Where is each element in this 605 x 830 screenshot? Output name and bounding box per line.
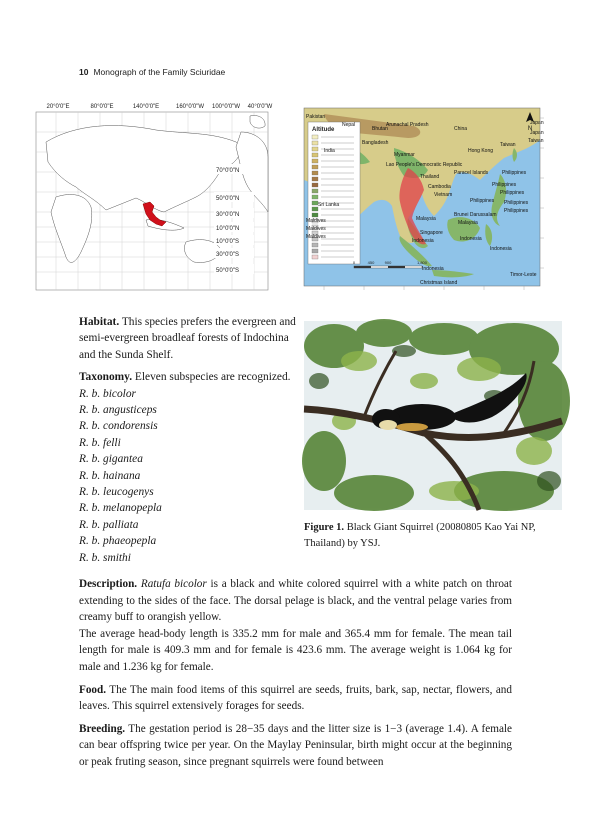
- place-china: China: [454, 126, 468, 132]
- place-srilanka: Sri Lanka: [318, 202, 340, 208]
- food-text: The The main food items of this squirrel are seeds, fruits, bark, sap, nectar, flowers, and leaves. This squirrel extensively forages for seeds.: [79, 683, 512, 713]
- altitude-legend: [308, 122, 360, 264]
- place-japan-1: Japan: [530, 120, 544, 126]
- legend-title: Altitude: [312, 127, 335, 133]
- place-arunachal: Arunachal Pradesh: [386, 122, 429, 128]
- place-singapore: Singapore: [420, 230, 443, 236]
- running-title: Monograph of the Family Sciuridae: [93, 67, 226, 77]
- top-label-6: 40°0'0"W: [247, 104, 273, 110]
- measurements-paragraph: The average head-body length is 335.2 mm for male and 365.4 mm for female. The mean tail length for male is 409.3 mm and for female is 423.6 mm. The average weight is 1.064 kg for male and 1.236 kg for female.: [79, 627, 512, 673]
- habitat-paragraph: [79, 314, 297, 363]
- subspecies-item: R. b. condorensis: [79, 420, 158, 433]
- scale-1800: 1,800: [416, 260, 428, 265]
- breeding-paragraph: [79, 721, 512, 771]
- top-label-4: 160°0'0"W: [175, 104, 205, 110]
- subspecies-item: R. b. smithi: [79, 551, 131, 564]
- subspecies-item: R. b. gigantea: [79, 453, 143, 466]
- place-japan-2: Japan: [530, 130, 544, 136]
- subspecies-item: R. b. felli: [79, 436, 121, 449]
- place-bhutan: Bhutan: [372, 126, 388, 132]
- place-philippines-2: Philippines: [492, 182, 517, 188]
- place-thailand: Thailand: [420, 174, 440, 180]
- place-hongkong: Hong Kong: [468, 148, 494, 154]
- southeast-asia-altitude-map: [304, 108, 562, 296]
- place-indonesia-3: Indonesia: [490, 246, 512, 252]
- subspecies-item: R. b. leucogenys: [79, 486, 154, 499]
- food-paragraph: [79, 682, 512, 715]
- description-label: Description.: [79, 578, 138, 590]
- subspecies-item: R. b. bicolor: [79, 387, 136, 400]
- top-label-3: 140°0'0"E: [132, 104, 160, 110]
- place-malaysia-1: Malaysia: [416, 216, 436, 222]
- side-label-3: 30°0'0"N: [216, 212, 240, 218]
- scale-900: 900: [384, 260, 392, 265]
- left-column: [79, 314, 297, 566]
- north-label: N: [527, 126, 533, 132]
- subspecies-item: R. b. palliata: [79, 518, 139, 531]
- taxonomy-paragraph: [79, 369, 297, 385]
- taxonomy-label: Taxonomy.: [79, 371, 133, 384]
- place-maldives-1: Maldives: [306, 218, 326, 224]
- place-nepal: Nepal: [342, 122, 356, 128]
- page-number: 10: [79, 67, 89, 77]
- place-laos: Lao People's Democratic Republic: [386, 162, 463, 168]
- place-brunei: Brunei Darussalam: [454, 212, 497, 218]
- place-philippines-6: Philippines: [504, 208, 529, 214]
- breeding-label: Breeding.: [79, 722, 126, 735]
- place-bangladesh: Bangladesh: [362, 140, 389, 146]
- place-maldives-2: Maldives: [306, 226, 326, 232]
- food-label: Food.: [79, 683, 107, 696]
- world-distribution-map: [36, 102, 273, 290]
- place-taiwan-1: Taiwan: [528, 138, 544, 144]
- main-text: [79, 576, 512, 771]
- place-philippines-4: Philippines: [470, 198, 495, 204]
- scale-0: 0: [352, 260, 356, 265]
- place-malaysia-2: Malaysia: [458, 220, 478, 226]
- subspecies-item: R. b. hainana: [79, 469, 141, 482]
- place-christmas-island: Christmas Island: [420, 280, 458, 286]
- place-pakistan: Pakistan: [306, 114, 326, 120]
- place-paracel: Paracel Islands: [454, 170, 489, 176]
- scale-450: 450: [367, 260, 375, 265]
- side-label-7: 50°0'0"S: [216, 268, 240, 274]
- page-header: [79, 67, 225, 77]
- place-cambodia: Cambodia: [428, 184, 451, 190]
- place-myanmar: Myanmar: [394, 152, 415, 158]
- top-label-1: 20°0'0"E: [46, 104, 70, 110]
- place-philippines-5: Philippines: [504, 200, 529, 206]
- habitat-text: This species prefers the evergreen and semi-evergreen broadleaf forests of Indochina and the Sunda Shelf.: [79, 316, 296, 361]
- side-label-6: 30°0'0"S: [216, 252, 240, 258]
- side-label-4: 10°0'0"N: [216, 226, 240, 232]
- place-indonesia-2: Indonesia: [460, 236, 482, 242]
- subspecies-item: R. b. angusticeps: [79, 404, 157, 417]
- breeding-text: The gestation period is 28−35 days and the litter size is 1−3 (average 1.4). A female can bear offspring twice per year. On the Maylay Peninsular, birth might occur at the beginning or peak fruting season, since pregnant squirrels were found between: [79, 722, 512, 768]
- top-label-5: 100°0'0"W: [211, 104, 241, 110]
- subspecies-item: R. b. melanopepla: [79, 502, 162, 515]
- place-philippines-1: Philippines: [502, 170, 527, 176]
- side-label-2: 50°0'0"N: [216, 196, 240, 202]
- place-taiwan-2: Taiwan: [500, 142, 516, 148]
- subspecies-item: R. b. phaeopepla: [79, 535, 157, 548]
- species-name: Ratufa bicolor: [140, 578, 207, 590]
- place-maldives-3: Maldives: [306, 234, 326, 240]
- side-label-5: 10°0'0"S: [216, 239, 240, 245]
- place-indonesia-4: Indonesia: [422, 266, 444, 272]
- place-vietnam: Vietnam: [434, 192, 453, 198]
- squirrel-photo: [304, 321, 562, 510]
- side-label-1: 70°0'0"N: [216, 168, 240, 174]
- description-text: is a black and white colored squirrel with a white patch on throat extending to the sides of the face. The dorsal pelage is black, and the ventral pelage varies from creamy buff to orangish yellow.: [79, 578, 512, 624]
- figure-caption-text: Black Giant Squirrel (20080805 Kao Yai NP, Thailand) by YSJ.: [304, 522, 536, 549]
- place-philippines-3: Philippines: [500, 190, 525, 196]
- place-indonesia-1: Indonesia: [412, 238, 434, 244]
- figure-label: Figure 1.: [304, 522, 345, 533]
- description-paragraph: [79, 576, 512, 626]
- figure-caption: [304, 520, 562, 552]
- place-timor-leste: Timor-Leste: [510, 272, 537, 278]
- habitat-label: Habitat.: [79, 316, 120, 328]
- place-india: India: [324, 148, 335, 154]
- top-label-2: 80°0'0"E: [90, 104, 114, 110]
- taxonomy-text: Eleven subspecies are recognized.: [132, 371, 291, 384]
